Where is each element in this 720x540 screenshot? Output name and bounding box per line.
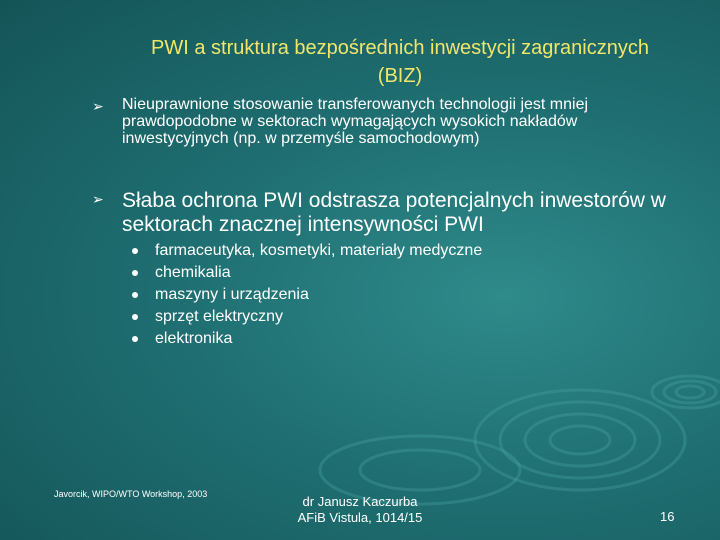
sub-bullet-list [132, 240, 482, 350]
footer-source: Javorcik, WIPO/WTO Workshop, 2003 [54, 489, 208, 499]
dot-bullet-icon [132, 292, 138, 298]
dot-bullet-icon [132, 314, 138, 320]
footer-affiliation: AFiB Vistula, 1014/15 [297, 510, 423, 525]
bullet-1 [92, 96, 692, 147]
dot-bullet-icon [132, 336, 138, 342]
dot-bullet-icon [132, 248, 138, 254]
list-item [132, 284, 482, 306]
list-item [132, 306, 482, 328]
bullet-1-text: Nieuprawnione stosowanie transferowanych technologii jest mniej prawdopodobne w sektorach wymagających wysokich nakładów inwestycyjnych (np. w przemyśle samochodowym) [122, 96, 589, 147]
list-item [132, 328, 482, 350]
dot-bullet-icon [132, 270, 138, 276]
footer-author: dr Janusz Kaczurba [302, 494, 418, 509]
sub-bullet-text: farmaceutyka, kosmetyki, materiały medyczne [155, 242, 483, 259]
arrow-bullet-icon: ➢ [92, 98, 104, 114]
list-item [132, 262, 482, 284]
sub-bullet-text: chemikalia [155, 264, 231, 281]
sub-bullet-text: maszyny i urządzenia [155, 286, 309, 303]
footer-author-block [270, 494, 450, 526]
page-number: 16 [660, 509, 675, 524]
list-item [132, 240, 482, 262]
bullet-2-text: Słaba ochrona PWI odstrasza potencjalnych inwestorów w sektorach znacznej intensywności PWI [122, 189, 666, 236]
slide-title: PWI a struktura bezpośrednich inwestycji zagranicznych (BIZ) [151, 37, 649, 87]
bullet-2 [92, 189, 702, 237]
sub-bullet-text: sprzęt elektryczny [155, 308, 284, 325]
sub-bullet-text: elektronika [155, 330, 233, 347]
arrow-bullet-icon: ➢ [92, 191, 104, 207]
